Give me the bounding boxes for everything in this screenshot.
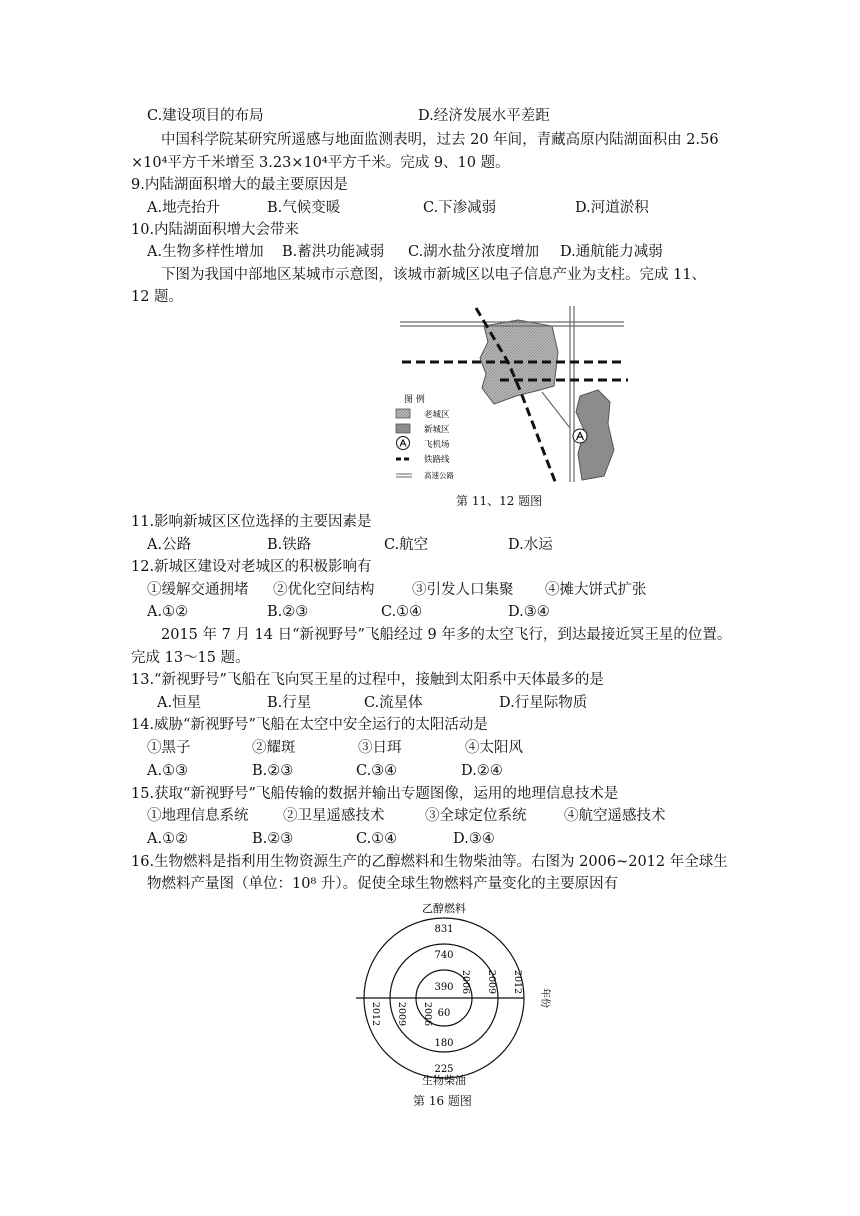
q13-option-d: D.行星际物质	[499, 695, 588, 711]
q13-option-a: A.恒星	[157, 695, 202, 711]
q11-option-a: A.公路	[147, 537, 192, 553]
q16-line1: 16.生物燃料是指利用生物资源生产的乙醇燃料和生物柴油等。右图为 2006~2012 年全球生	[131, 854, 728, 870]
legend-old-swatch	[396, 409, 410, 418]
ethanol-value-2006: 390	[434, 982, 454, 993]
q13-stem: 13.“新视野号”飞船在飞向冥王星的过程中，接触到太阳系中天体最多的是	[131, 672, 604, 688]
chart-axis-label: 年份	[539, 988, 550, 1008]
q12-option-c: C.①④	[381, 604, 423, 620]
q15-item-4: ④航空遥感技术	[564, 808, 666, 824]
legend-rail-label: 铁路线	[424, 455, 450, 465]
q10-option-c: C.湖水盐分浓度增加	[408, 244, 540, 260]
passage-11-12-line1: 下图为我国中部地区某城市示意图，该城市新城区以电子信息产业为支柱。完成 11、	[161, 267, 707, 283]
q14-item-4: ④太阳风	[465, 740, 523, 756]
airport-icon	[573, 429, 587, 443]
chart-title-bottom: 生物柴油	[422, 1074, 466, 1087]
ethanol-value-2009: 740	[434, 950, 454, 961]
q14-option-d: D.②④	[461, 763, 503, 779]
q10-option-a: A.生物多样性增加	[147, 244, 264, 260]
year-label-left-2009: 2009	[396, 1001, 407, 1027]
year-label-left-2012: 2012	[370, 1001, 381, 1027]
biofuel-chart	[352, 898, 562, 1088]
q15-item-1: ①地理信息系统	[147, 808, 249, 824]
q12-item-2: ②优化空间结构	[273, 582, 375, 598]
biodiesel-value-2009: 180	[434, 1038, 454, 1049]
q14-stem: 14.威胁“新视野号”飞船在太空中安全运行的太阳活动是	[131, 717, 488, 733]
q15-option-c: C.①④	[356, 831, 398, 847]
q12-option-a: A.①②	[147, 604, 189, 620]
q14-option-b: B.②③	[252, 763, 294, 779]
q11-stem: 11.影响新城区区位选择的主要因素是	[131, 514, 372, 530]
legend-title: 图 例	[404, 395, 425, 405]
city-map	[392, 304, 632, 488]
q16-line2: 物燃料产量图（单位：10⁸ 升）。促使全球生物燃料产量变化的主要原因有	[147, 876, 619, 892]
q9-option-d: D.河道淤积	[575, 200, 649, 216]
q11-option-b: B.铁路	[267, 537, 312, 553]
q13-option-c: C.流星体	[364, 695, 423, 711]
year-label-right-2012: 2012	[512, 969, 523, 995]
passage-9-10-line2: ×10⁴平方千米增至 3.23×10⁴平方千米。完成 9、10 题。	[131, 155, 510, 171]
q11-option-c: C.航空	[384, 537, 429, 553]
q12-option-b: B.②③	[267, 604, 309, 620]
q14-item-2: ②耀斑	[252, 740, 296, 756]
q9-option-c: C.下渗减弱	[423, 200, 497, 216]
map-caption: 第 11、12 题图	[456, 494, 543, 508]
q15-option-a: A.①②	[147, 831, 189, 847]
q15-option-b: B.②③	[252, 831, 294, 847]
q10-option-d: D.通航能力减弱	[560, 244, 663, 260]
q9-option-b: B.气候变暖	[267, 200, 341, 216]
q12-stem: 12.新城区建设对老城区的积极影响有	[131, 559, 372, 575]
legend-airport-icon	[397, 437, 410, 450]
q15-item-2: ②卫星遥感技术	[283, 808, 385, 824]
q15-option-d: D.③④	[453, 831, 495, 847]
ethanol-value-2012: 831	[434, 924, 454, 935]
year-label-right-2009: 2009	[486, 969, 497, 995]
legend-new-label: 新城区	[424, 425, 450, 435]
legend-old-label: 老城区	[424, 410, 450, 420]
biodiesel-value-2006: 60	[437, 1008, 451, 1019]
q8-option-c: C.建设项目的布局	[147, 108, 264, 124]
legend-new-swatch	[396, 424, 410, 433]
q14-item-3: ③日珥	[358, 740, 402, 756]
q14-item-1: ①黑子	[147, 740, 191, 756]
q12-option-d: D.③④	[508, 604, 550, 620]
q10-stem: 10.内陆湖面积增大会带来	[131, 222, 300, 238]
q15-stem: 15.获取“新视野号”飞船传输的数据并输出专题图像，运用的地理信息技术是	[131, 786, 619, 802]
chart-caption: 第 16 题图	[413, 1094, 472, 1108]
passage-11-12-line2: 12 题。	[131, 289, 184, 305]
q12-item-1: ①缓解交通拥堵	[147, 582, 249, 598]
q14-option-a: A.①③	[147, 763, 189, 779]
year-label-left-2006: 2006	[422, 1001, 433, 1027]
q9-stem: 9.内陆湖面积增大的最主要原因是	[131, 177, 348, 193]
q12-item-4: ④摊大饼式扩张	[545, 582, 647, 598]
q11-option-d: D.水运	[508, 537, 553, 553]
passage-13-15-line2: 完成 13～15 题。	[131, 650, 250, 666]
q13-option-b: B.行星	[267, 695, 312, 711]
q12-item-3: ③引发人口集聚	[412, 582, 514, 598]
q14-option-c: C.③④	[356, 763, 398, 779]
q10-option-b: B.蓄洪功能减弱	[282, 244, 385, 260]
q15-item-3: ③全球定位系统	[425, 808, 527, 824]
legend-airport-label: 飞机场	[424, 440, 450, 450]
q8-option-d: D.经济发展水平差距	[418, 108, 550, 124]
q9-option-a: A.地壳抬升	[147, 200, 221, 216]
passage-13-15-line1: 2015 年 7 月 14 日“新视野号”飞船经过 9 年多的太空飞行，到达最接近冥王星的位置。	[161, 627, 732, 643]
year-label-right-2006: 2006	[460, 969, 471, 995]
chart-title-top: 乙醇燃料	[422, 902, 466, 915]
biodiesel-value-2012: 225	[434, 1064, 454, 1075]
legend-highway-label: 高速公路	[424, 471, 454, 480]
passage-9-10-line1: 中国科学院某研究所遥感与地面监测表明，过去 20 年间，青藏高原内陆湖面积由 2.56	[161, 132, 719, 148]
